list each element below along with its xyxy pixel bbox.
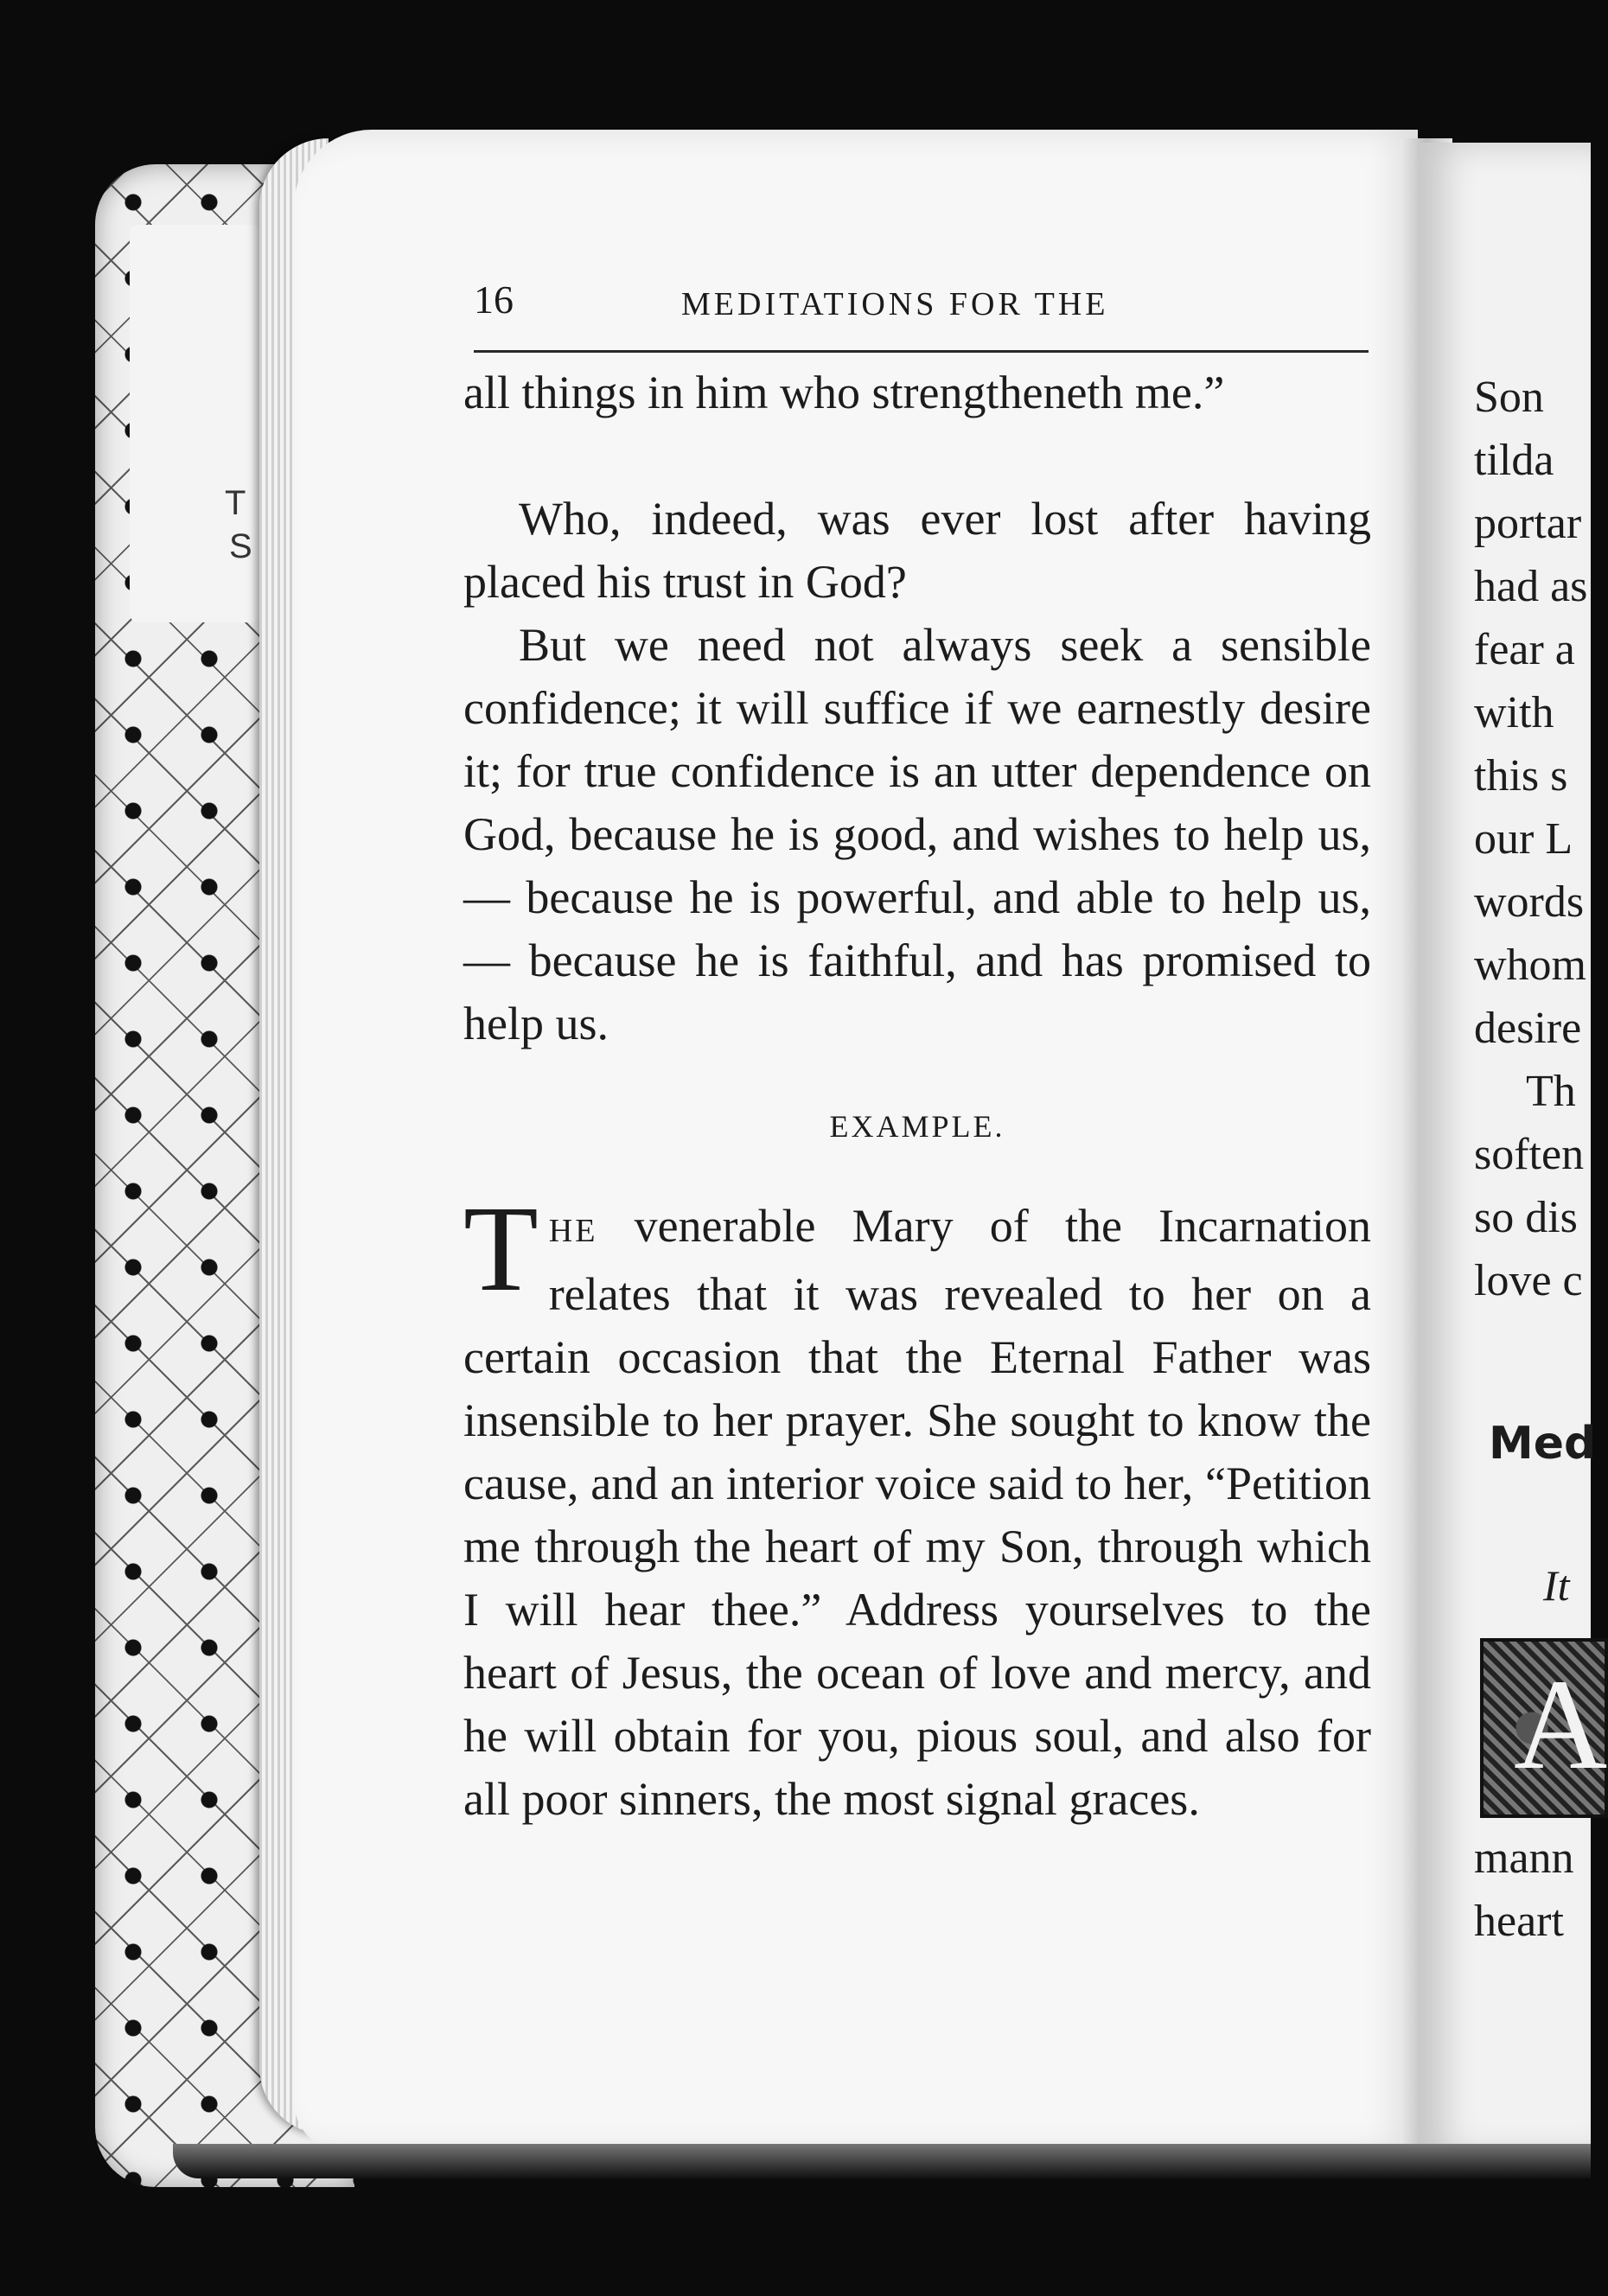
header-rule	[474, 350, 1369, 353]
ornament-letter: A	[1514, 1653, 1608, 1796]
paragraph-continuation: all things in him who strengtheneth me.”	[463, 367, 1225, 418]
right-page-line: whom	[1474, 941, 1586, 990]
example-paragraph	[463, 1180, 1371, 1831]
right-page-line: tilda	[1474, 436, 1554, 485]
right-page-line: love c	[1474, 1256, 1583, 1305]
right-page-line: mann	[1474, 1834, 1574, 1883]
paragraph: Who, indeed, was ever lost after having placed his trust in God?	[463, 493, 1371, 608]
cover-label	[130, 225, 259, 622]
right-page-line: soften	[1474, 1130, 1585, 1179]
right-page-line: desire	[1474, 1004, 1582, 1053]
right-page-line: with	[1474, 688, 1554, 737]
paragraph: But we need not always seek a sensible confidence; it will suffice if we earnestly desire it; for true confidence is an utter dependence on God, because he is good, and wishes to help us, — because he is powerful, and able to help us, — because he is faithful, and has promised to help us.	[463, 619, 1371, 1049]
page-bottom-shadow	[173, 2144, 1591, 2178]
right-page-italic-line: It	[1543, 1561, 1570, 1610]
right-page-line: Th	[1526, 1067, 1576, 1116]
right-page-line: had as	[1474, 562, 1588, 611]
right-page-line: our L	[1474, 814, 1573, 864]
right-page-line: portar	[1474, 499, 1582, 548]
example-text: venerable Mary of the Incarnation relates that it was revealed to her on a certain occasion that the Eternal Father was insensible to her prayer. She sought to know the cause, and an interior voice said to her, “Petition me through the heart of my Son, through which I will hear thee.” Address yourselves to the heart of Jesus, the ocean of love and mercy, and he will obtain for you, pious soul, and also for all poor sinners, the most signal graces.	[463, 1200, 1371, 1825]
right-page-line: this s	[1474, 751, 1568, 800]
right-page-line: so dis	[1474, 1193, 1578, 1242]
right-page-line: heart	[1474, 1897, 1564, 1946]
cover-label-letter: S	[229, 527, 252, 565]
right-page-line: Son	[1474, 373, 1544, 422]
cover-label-letter: T	[225, 484, 246, 522]
right-page-line: words	[1474, 877, 1585, 927]
drop-cap: T	[463, 1180, 539, 1317]
ornamental-initial-icon	[1480, 1638, 1608, 1818]
running-head: MEDITATIONS FOR THE	[681, 286, 1109, 322]
right-page-heading: Med	[1489, 1418, 1597, 1470]
right-page-line: fear a	[1474, 625, 1575, 674]
example-heading: EXAMPLE.	[829, 1109, 1005, 1144]
small-caps-lead: HE	[548, 1213, 598, 1249]
page-number: 16	[474, 277, 514, 322]
